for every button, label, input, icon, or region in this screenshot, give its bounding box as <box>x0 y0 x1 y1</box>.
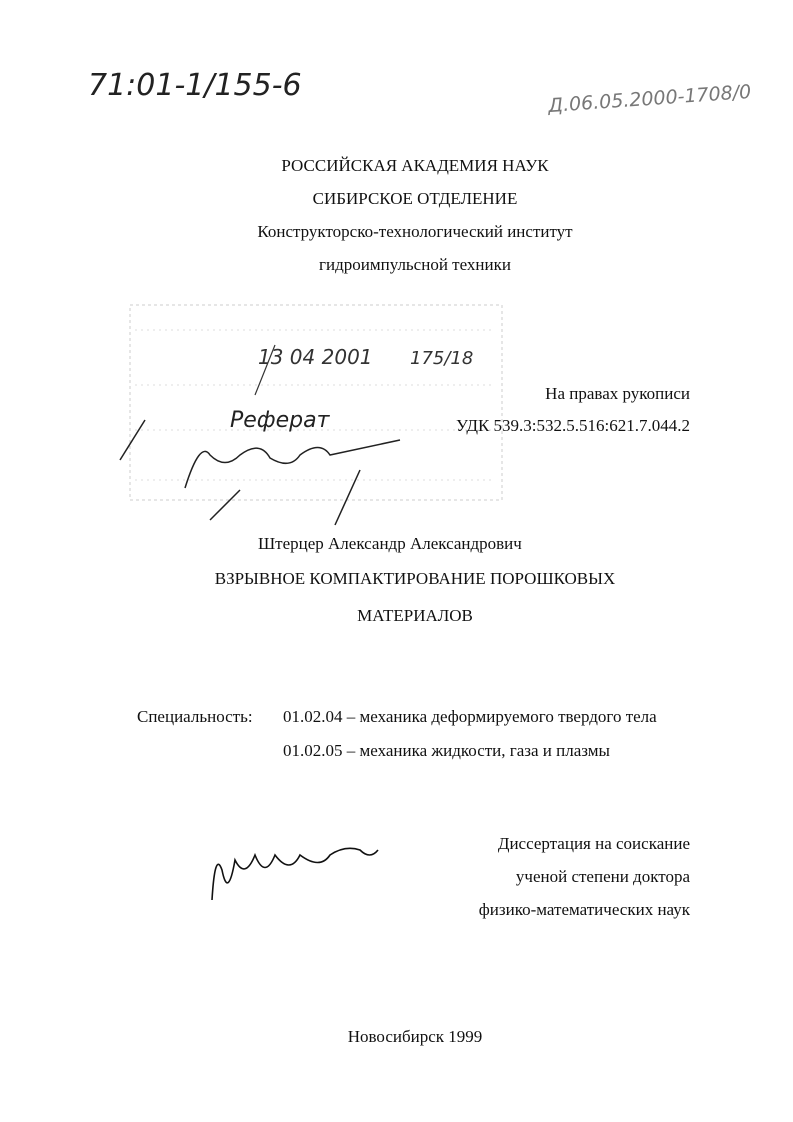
title-line-2: МАТЕРИАЛОВ <box>357 606 473 625</box>
stamp-number-handwritten: 175/18 <box>410 348 474 369</box>
dissertation-line-3: физико-математических наук <box>478 900 690 919</box>
udc-code: УДК 539.3:532.5.516:621.7.044.2 <box>456 416 690 435</box>
catalog-number-handwritten: 71:01-1/155-6 <box>88 68 302 103</box>
author-signature <box>212 848 378 900</box>
rights-note: На правах рукописи <box>545 384 690 403</box>
speciality-label: Специальность: <box>137 707 253 726</box>
header-line-3: Конструкторско-технологический институт <box>257 222 573 241</box>
stamp-date-handwritten: 13 04 2001 <box>258 345 373 369</box>
place-year: Новосибирск 1999 <box>347 1027 483 1046</box>
header-line-2: СИБИРСКОЕ ОТДЕЛЕНИЕ <box>312 189 518 208</box>
header-line-1: РОССИЙСКАЯ АКАДЕМИЯ НАУК <box>281 156 549 175</box>
speciality-item-2: 01.02.05 – механика жидкости, газа и плазмы <box>283 741 610 760</box>
dissertation-line-1: Диссертация на соискание <box>497 834 690 853</box>
title-line-1: ВЗРЫВНОЕ КОМПАКТИРОВАНИЕ ПОРОШКОВЫХ <box>214 569 616 588</box>
stamp-note-handwritten: Реферат <box>230 408 330 433</box>
author-name: Штерцер Александр Александрович <box>258 534 522 553</box>
registration-handwritten: Д.06.05.2000-1708/0 <box>547 80 752 118</box>
speciality-item-1: 01.02.04 – механика деформируемого твердого тела <box>283 707 657 726</box>
dissertation-line-2: ученой степени доктора <box>515 867 690 886</box>
header-line-4: гидроимпульсной техники <box>319 255 511 274</box>
